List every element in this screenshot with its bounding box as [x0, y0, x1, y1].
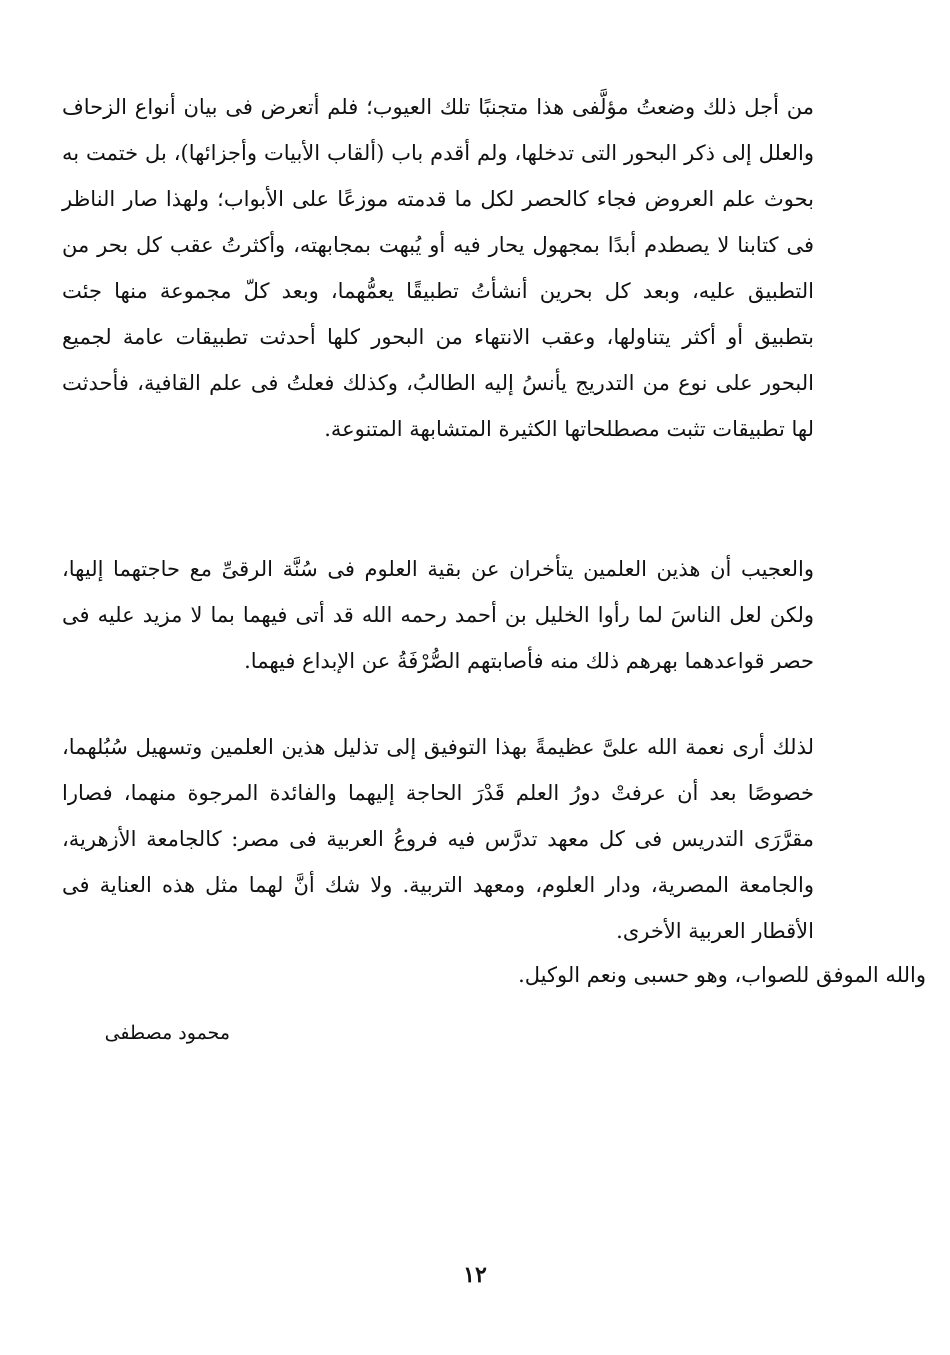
paragraph-2: والعجيب أن هذين العلمين يتأخران عن بقية العلوم فى سُنَّة الرقىِّ مع حاجتهما إليها، ولكن لعل الناسَ لما رأوا الخليل بن أحمد رحمه الله قد أتى فيهما بما لا مزيد عليه فى حصر قواعدهما بهرهم ذلك منه فأصابتهم الصُّرْفَةُ عن الإبداع فيهما. [62, 557, 814, 673]
author-signature: محمود مصطفى [104, 1022, 230, 1044]
page-number: ١٢ [463, 1262, 487, 1288]
closing-line: والله الموفق للصواب، وهو حسبى ونعم الوكيل. [518, 963, 926, 987]
paragraph-1: من أجل ذلك وضعتُ مؤلَّفى هذا متجنبًا تلك العيوب؛ فلم أتعرض فى بيان أنواع الزحاف والعلل إلى ذكر البحور التى تدخلها، ولم أقدم باب (ألقاب الأبيات وأجزائها)، بل ختمت به بحوث علم العروض فجاء كالحصر لكل ما قدمته موزعًا على الأبواب؛ ولهذا صار الناظر فى كتابنا لا يصطدم أبدًا بمجهول يحار فيه أو يُبهت بمجابهته، وأكثرتُ عقب كل بحر من التطبيق عليه، وبعد كل بحرين أنشأتُ تطبيقًا يعمُّهما، وبعد كلّ مجموعة منها جئت بتطبيق أو أكثر يتناولها، وعقب الانتهاء من البحور كلها أحدثت تطبيقات عامة لجميع البحور على نوع من التدريج يأنسُ إليه الطالبُ، وكذلك فعلتُ فى علم القافية، فأحدثت لها تطبيقات تثبت مصطلحاتها الكثيرة المتشابهة المتنوعة. [62, 95, 814, 441]
paragraph-3: لذلك أرى نعمة الله علىَّ عظيمةً بهذا التوفيق إلى تذليل هذين العلمين وتسهيل سُبُلهما، خصوصًا بعد أن عرفتْ دورُ العلم قَدْرَ الحاجة إليهما والفائدة المرجوة منهما، فصارا مقرَّرَى التدريس فى كل معهد تدرَّس فيه فروعُ العربية فى مصر: كالجامعة الأزهرية، والجامعة المصرية، ودار العلوم، ومعهد التربية. ولا شك أنَّ لهما مثل هذه العناية فى الأقطار العربية الأخرى. [62, 735, 814, 943]
